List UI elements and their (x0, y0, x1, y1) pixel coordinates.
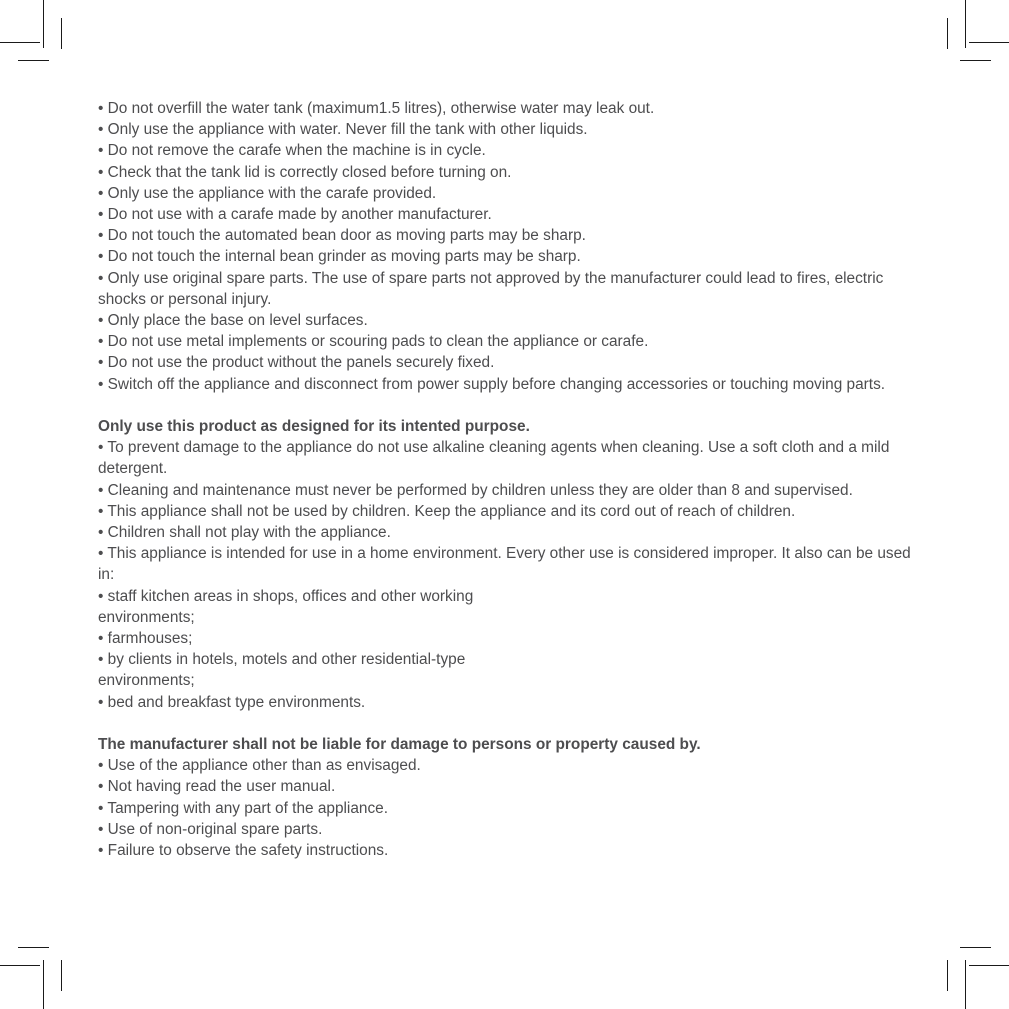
crop-mark (969, 965, 1009, 966)
list-item: • Use of the appliance other than as envisaged. (98, 757, 421, 775)
list-item: • Check that the tank lid is correctly closed before turning on. (98, 163, 512, 181)
list-item: environments; (98, 672, 195, 690)
list-item: • Do not overfill the water tank (maximum1.5 litres), otherwise water may leak out. (98, 100, 655, 117)
section-heading: The manufacturer shall not be liable for damage to persons or property caused by. (98, 736, 701, 754)
list-item: • Switch off the appliance and disconnect from power supply before changing accessories or touching moving parts. (98, 375, 886, 393)
list-item: • Do not touch the internal bean grinder as moving parts may be sharp. (98, 248, 581, 266)
list-item: • Tampering with any part of the appliance. (98, 799, 389, 817)
list-item: • Only use the appliance with water. Never fill the tank with other liquids. (98, 121, 588, 139)
list-item: • Do not use with a carafe made by another manufacturer. (98, 206, 492, 224)
safety-list (98, 98, 918, 395)
list-item: • Use of non-original spare parts. (98, 820, 323, 838)
crop-mark (43, 0, 44, 48)
list-item: • bed and breakfast type environments. (98, 693, 366, 711)
list-item: • Only use the appliance with the carafe provided. (98, 184, 437, 202)
list-item: • This appliance shall not be used by children. Keep the appliance and its cord out of reach of children. (98, 502, 796, 520)
list-item: environments; (98, 608, 195, 626)
list-item: • Only place the base on level surfaces. (98, 312, 368, 330)
spacer (98, 395, 918, 416)
crop-mark (61, 18, 62, 49)
list-item: • Do not use metal implements or scouring pads to clean the appliance or carafe. (98, 333, 649, 351)
list-item: • Not having read the user manual. (98, 778, 336, 796)
list-item: • Children shall not play with the appliance. (98, 524, 391, 542)
crop-mark (18, 947, 49, 948)
list-item: • staff kitchen areas in shops, offices and other working (98, 587, 474, 605)
crop-mark (947, 18, 948, 49)
intended-use-section (98, 416, 918, 713)
crop-mark (61, 960, 62, 991)
crop-mark (18, 60, 49, 61)
safety-instructions (98, 98, 918, 861)
crop-mark (965, 0, 966, 48)
list-item: • Only use original spare parts. The use of spare parts not approved by the manufacturer could lead to fires, electric shocks or personal injury. (98, 269, 884, 308)
crop-mark (969, 42, 1009, 43)
section-heading: Only use this product as designed for its intented purpose. (98, 418, 530, 436)
liability-section (98, 734, 918, 861)
list-item: • Do not use the product without the panels securely fixed. (98, 354, 495, 372)
crop-mark (0, 965, 40, 966)
list-item: • To prevent damage to the appliance do not use alkaline cleaning agents when cleaning. Use a soft cloth and a mild detergent. (98, 439, 890, 478)
list-item: • Failure to observe the safety instructions. (98, 842, 389, 860)
list-item: • Do not remove the carafe when the machine is in cycle. (98, 142, 486, 160)
crop-mark (965, 960, 966, 1009)
list-item: • This appliance is intended for use in a home environment. Every other use is considered improper. It also can be used in: (98, 545, 911, 584)
list-item: • Do not touch the automated bean door as moving parts may be sharp. (98, 227, 586, 245)
list-item: • Cleaning and maintenance must never be performed by children unless they are older than 8 and supervised. (98, 481, 853, 499)
crop-mark (960, 947, 991, 948)
crop-mark (947, 960, 948, 991)
spacer (98, 713, 918, 734)
crop-mark (960, 60, 991, 61)
list-item: • by clients in hotels, motels and other residential-type (98, 651, 466, 669)
crop-mark (0, 42, 40, 43)
list-item: • farmhouses; (98, 630, 193, 648)
crop-mark (43, 960, 44, 1009)
